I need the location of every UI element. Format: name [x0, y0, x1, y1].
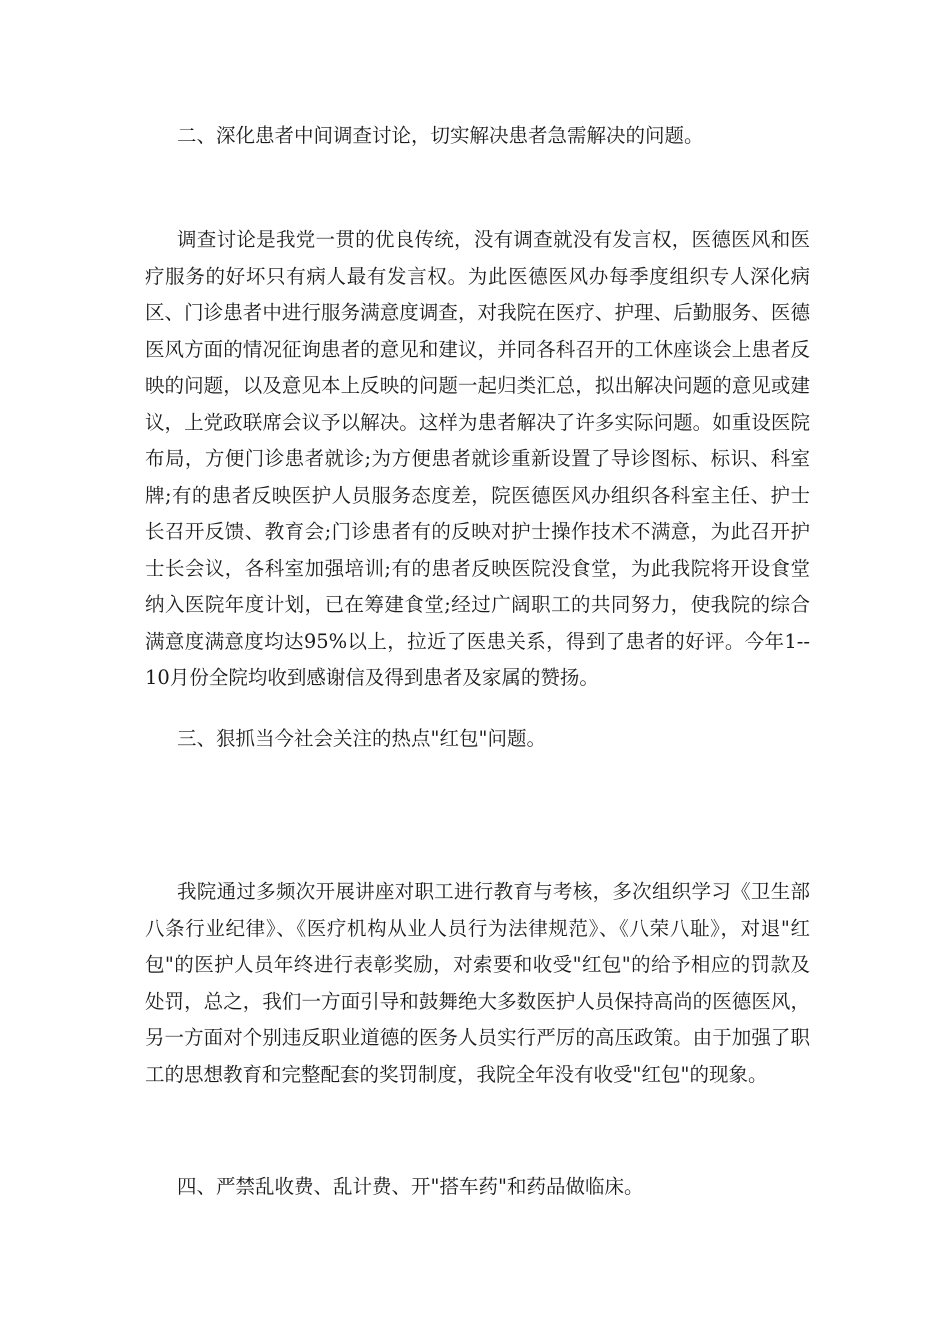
section-paragraph-2: 调查讨论是我党一贯的优良传统，没有调查就没有发言权，医德医风和医疗服务的好坏只有病人最有发言权。为此医德医风办每季度组织专人深化病区、门诊患者中进行服务满意度调查，对我院在医疗、护理、后勤服务、医德医风方面的情况征询患者的意见和建议，并同各科召开的工休座谈会上患者反映的问题，以及意见本上反映的问题一起归类汇总，拟出解决问题的意见或建议，上党政联席会议予以解决。这样为患者解决了许多实际问题。如重设医院布局，方便门诊患者就诊;为方便患者就诊重新设置了导诊图标、标识、科室牌;有的患者反映医护人员服务态度差，院医德医风办组织各科室主任、护士长召开反馈、教育会;门诊患者有的反映对护士操作技术不满意，为此召开护士长会议，各科室加强培训;有的患者反映医院没食堂，为此我院将开设食堂纳入医院年度计划，已在筹建食堂;经过广阔职工的共同努力，使我院的综合满意度满意度均达95%以上，拉近了医患关系，得到了患者的好评。今年1--10月份全院均收到感谢信及得到患者及家属的赞扬。 [145, 228, 810, 689]
section-heading-3: 三、狠抓当今社会关注的热点"红包"问题。 [177, 727, 546, 750]
section-paragraph-3: 我院通过多频次开展讲座对职工进行教育与考核，多次组织学习《卫生部八条行业纪律》、《医疗机构从业人员行为法律规范》、《八荣八耻》，对退"红包"的医护人员年终进行表彰奖励，对索要和收受"红包"的给予相应的罚款及处罚，总之，我们一方面引导和鼓舞绝大多数医护人员保持高尚的医德医风，另一方面对个别违反职业道德的医务人员实行严厉的高压政策。由于加强了职工的思想教育和完整配套的奖罚制度，我院全年没有收受"红包"的现象。 [145, 880, 810, 1086]
section-heading-2: 二、深化患者中间调查讨论，切实解决患者急需解决的问题。 [177, 124, 704, 147]
section-heading-4: 四、严禁乱收费、乱计费、开"搭车药"和药品做临床。 [177, 1175, 644, 1198]
